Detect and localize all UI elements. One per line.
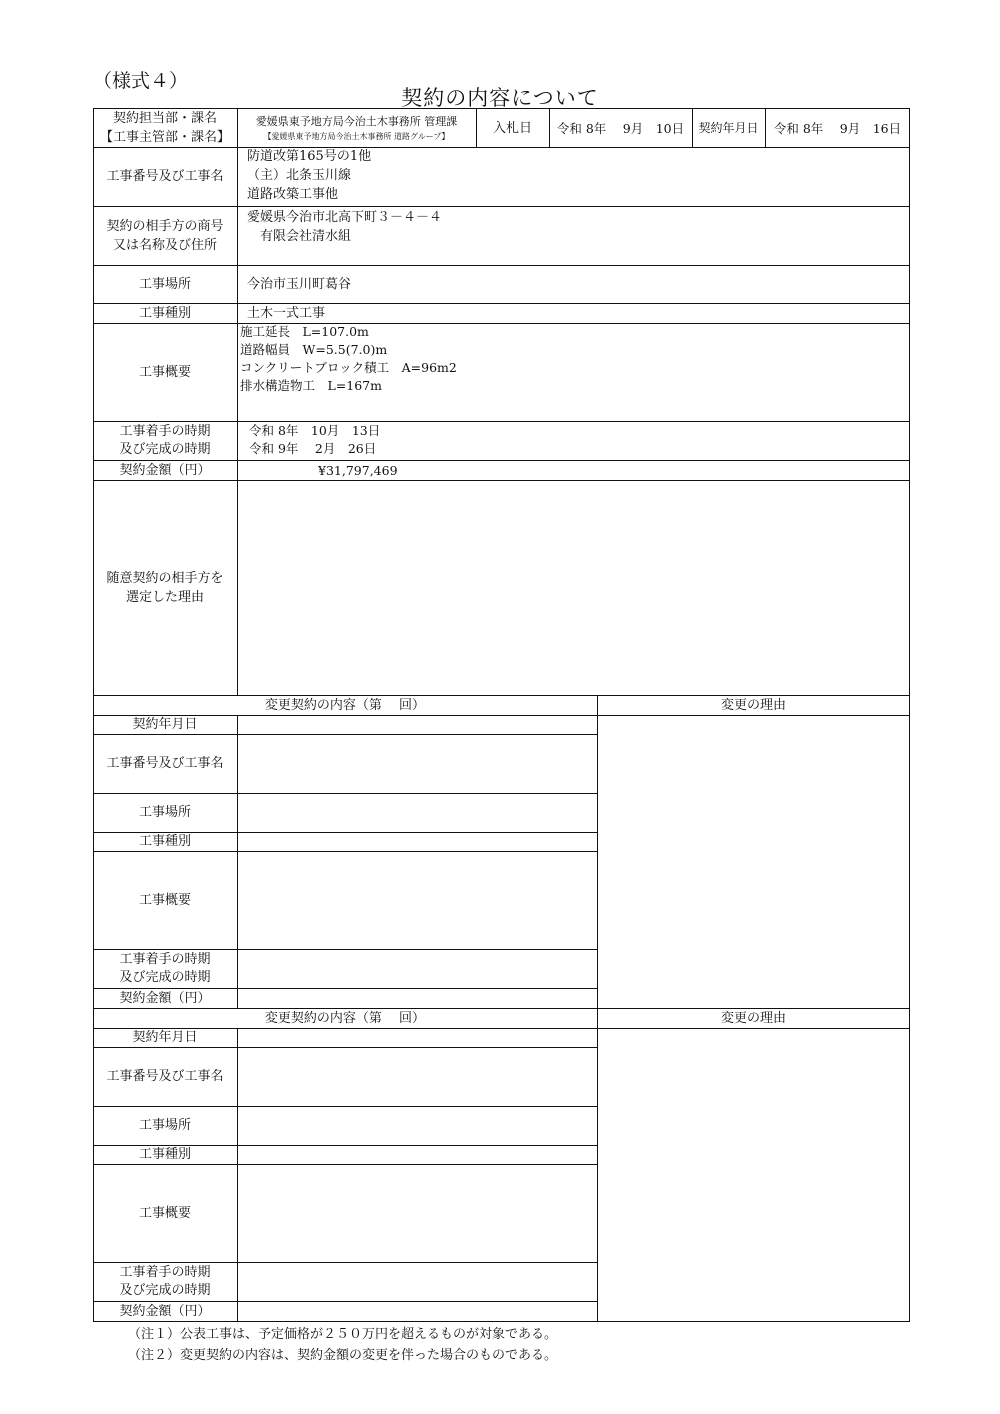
change2-place-label: 工事場所 (138, 1118, 191, 1133)
work-no-value: 防道改第165号の1他 （主）北条玉川線 道路改築工事他 (247, 149, 372, 202)
bid-date-label: 入札日 (492, 120, 532, 136)
contract-date-label: 契約年月日 (698, 120, 759, 135)
change2-work-no-label: 工事番号及び工事名 (106, 1069, 224, 1084)
summary-label: 工事概要 (138, 364, 191, 380)
change1-type-label: 工事種別 (138, 834, 191, 849)
bid-date-value: 令和 8年 9月 10日 (556, 120, 685, 136)
place-label: 工事場所 (138, 276, 191, 292)
change1-period-label: 工事着手の時期 及び完成の時期 (119, 951, 211, 985)
document-title: 契約の内容について (401, 86, 599, 110)
period-label: 工事着手の時期 及び完成の時期 (119, 423, 211, 457)
change2-amount-label: 契約金額（円） (119, 1304, 211, 1319)
amount-value: ¥31,797,469 (318, 462, 398, 478)
change2-content-label: 変更契約の内容（第 回） (264, 1010, 426, 1026)
dept-value-main: 愛媛県東予地方局今治土木事務所 管理課 (255, 115, 458, 128)
contractor-value: 愛媛県今治市北高下町３－４－４ 有限会社清水組 (247, 210, 443, 244)
type-value: 土木一式工事 (247, 305, 326, 321)
change2-summary-label: 工事概要 (138, 1205, 191, 1221)
work-no-label: 工事番号及び工事名 (106, 169, 224, 184)
summary-value: 施工延長 L=107.0m 道路幅員 W=5.5(7.0)m コンクリートブロック積工 A=96m2 排水構造物工 L=167m (240, 324, 457, 393)
note-2: （注２）変更契約の内容は、契約金額の変更を伴った場合のものである。 (128, 1348, 558, 1363)
change1-summary-label: 工事概要 (138, 892, 191, 908)
note-1: （注１）公表工事は、予定価格が２５０万円を超えるものが対象である。 (128, 1327, 558, 1342)
contract-date-value: 令和 8年 9月 16日 (773, 120, 902, 136)
change1-reason-label: 変更の理由 (720, 697, 786, 713)
change1-amount-label: 契約金額（円） (119, 990, 211, 1006)
dept-label-main: 契約担当部・課名 (112, 111, 217, 126)
change2-reason-label: 変更の理由 (720, 1010, 786, 1026)
form-number: （様式４） (93, 70, 189, 92)
change2-period-label: 工事着手の時期 及び完成の時期 (119, 1264, 211, 1298)
change1-date-label: 契約年月日 (132, 717, 198, 732)
dept-label-sub: 【工事主管部・課名】 (99, 130, 230, 145)
change1-place-label: 工事場所 (138, 805, 191, 820)
change1-work-no-label: 工事番号及び工事名 (106, 756, 224, 771)
period-value: 令和 8年 10月 13日 令和 9年 2月 26日 (249, 423, 381, 456)
amount-label: 契約金額（円） (119, 462, 211, 478)
change2-type-label: 工事種別 (138, 1147, 191, 1162)
change1-content-label: 変更契約の内容（第 回） (264, 697, 426, 713)
dept-label (93, 108, 237, 148)
type-label: 工事種別 (138, 305, 191, 321)
dept-value-sub: 【愛媛県東予地方局今治土木事務所 道路グループ】 (263, 132, 450, 141)
reason-label: 随意契約の相手方を 選定した理由 (106, 570, 224, 605)
place-value: 今治市玉川町葛谷 (247, 276, 352, 292)
contractor-label: 契約の相手方の商号 又は名称及び住所 (106, 218, 224, 253)
dept-value (237, 108, 476, 148)
change2-date-label: 契約年月日 (132, 1030, 198, 1045)
